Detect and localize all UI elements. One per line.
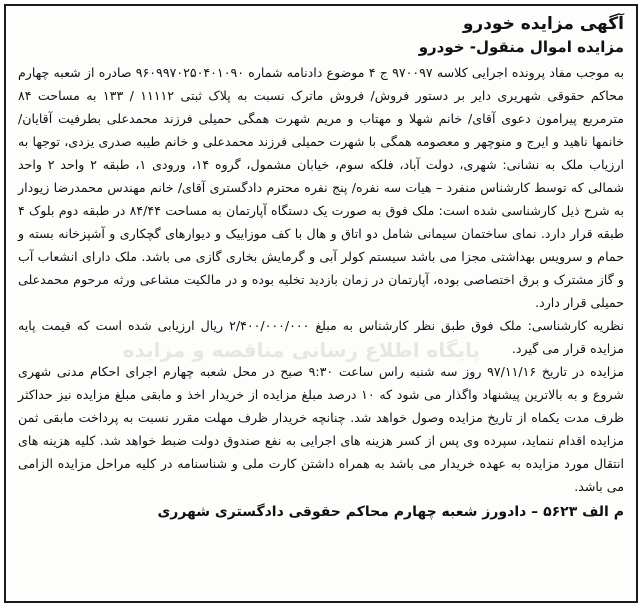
notice-footer-signature: م الف ۵۶۲۳ – دادورز شعبه چهارم محاکم حقوقی دادگستری شهرری [157, 504, 624, 520]
expert-opinion-paragraph: نظریه کارشناسی: ملک فوق طبق نظر کارشناس به مبلغ ۲/۴۰۰/۰۰۰/۰۰۰ ریال ارزیابی شده است که قیمت پایه مزایده قرار می گیرد. [18, 318, 624, 356]
watermark: پایگاه اطلاع رسانی مناقصه و مزایده [122, 338, 480, 362]
notice-subtitle: مزایده اموال منقول- خودرو [418, 38, 624, 56]
auction-notice [4, 4, 638, 603]
notice-title: آگهی مزایده خودرو [462, 14, 624, 34]
auction-terms-paragraph: مزایده در تاریخ ۹۷/۱۱/۱۶ روز سه شنبه راس ساعت ۹:۳۰ صبح در محل شعبه چهارم اجرای احکام مدنی شهری شروع و به بالاترین پیشنهاد واگذار می شود که ۱۰ درصد مبلغ مزایده از خریدار اخذ و مابقی مبلغ مزایده نیز حداکثر ظرف مدت یکماه از تاریخ مزایده وصول خواهد شد. چنانچه خریدار ظرف مهلت مقرر نسبت به پرداخت مابقی ثمن مزایده اقدام ننماید، سپرده وی پس از کسر هزینه های اجرایی به نفع صندوق دولت ضبط خواهد شد. کلیه هزینه های انتقال مورد مزایده به عهده خریدار می باشد به همراه داشتن کارت ملی و شناسنامه در کلیه مراحل مزایده الزامی می باشد. [18, 364, 624, 494]
notice-body-paragraph: به موجب مفاد پرونده اجرایی کلاسه ۹۷۰۰۹۷ ج ۴ موضوع دادنامه شماره ۹۶۰۹۹۷۰۲۵۰۴۰۱۰۹۰ صادره از شعبه چهارم محاکم حقوقی شهریری دایر بر دستور فروش/ فروش ماترک نسبت به پلاک ثبتی ۱۱۱۱۲ / ۱۳۳ به مساحت ۸۴ مترمربع پیرامون دعوی آقای/ خانم شهلا و مهتاب و مریم شهرت همگی حمیلی فرزند محمدعلی بطرفیت آقایان/ خانمها ناهید و ایرج و منوچهر و معصومه همگی با شهرت حمیلی فرزند محمدعلی و خانم طیبه صدری یزدی، توجها به ارزیاب ملک به نشانی: شهری، دولت آباد، فلکه سوم، خیابان مشمول، گروه ۱۴، ورودی ۱، طبقه ۲ واحد ۲ واحد شمالی که توسط کارشناس منفرد – هیات سه نفره/ پنج نفره محترم دادگستری آقای/ خانم مهندس محمدرضا زیودار به شرح ذیل کارشناسی شده است: ملک فوق به صورت یک دستگاه آپارتمان به مساحت ۸۴/۴۴ در طبقه دوم بلوک ۴ طبقه قرار دارد. نمای ساختمان سیمانی شامل دو اتاق و هال با کف موزاییک و دیوارهای گچکاری و آشپزخانه بسته و حمام و سرویس بهداشتی مجزا می باشد سیستم کولر آبی و گرمایش بخاری گازی می باشد. ملک دارای انشعاب آب و گاز مشترک و برق اختصاصی بوده، آپارتمان در زمان بازدید تخلیه بوده و در مالکیت مشاعی ورثه مرحوم محمدعلی حمیلی قرار دارد. [18, 65, 625, 310]
